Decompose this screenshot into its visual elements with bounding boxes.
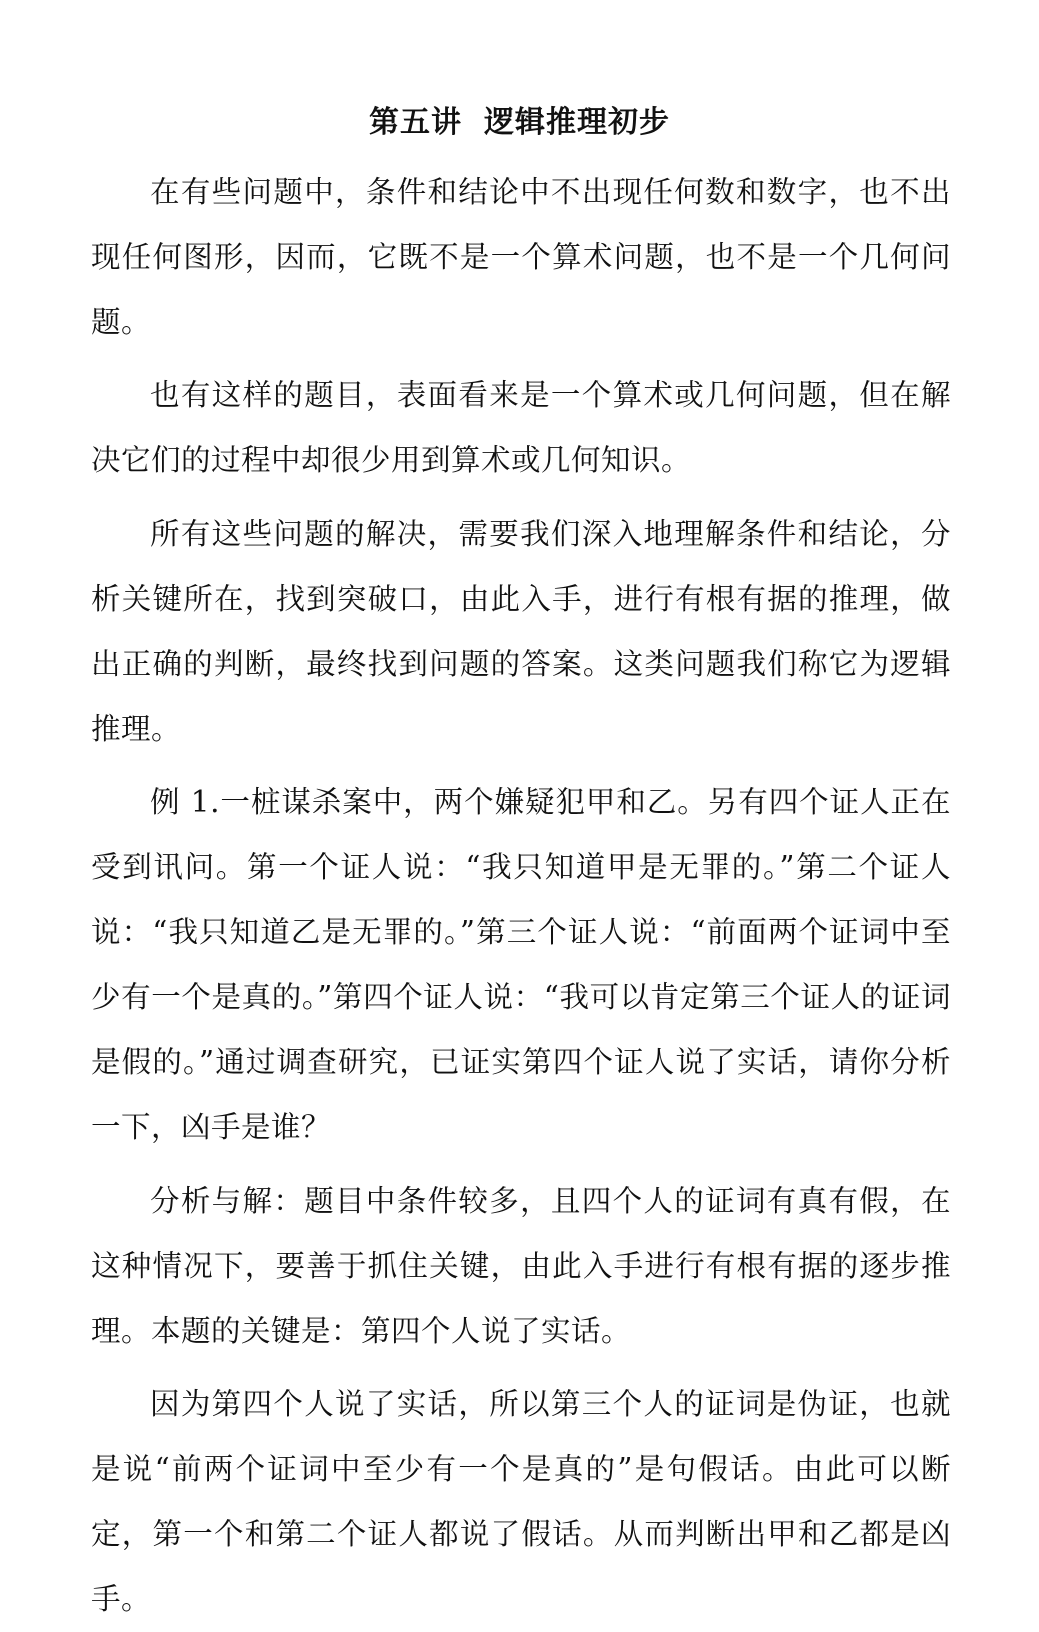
paragraph-gap xyxy=(91,493,951,502)
paragraph-gap xyxy=(91,1364,951,1372)
page-title xyxy=(0,101,1039,145)
title-lecture-number: 第五讲 xyxy=(369,105,462,140)
intro-paragraph-3: 所有这些问题的解决，需要我们深入地理解条件和结论，分析关键所在，找到突破口，由此入手，进行有根有据的推理，做出正确的判断，最终找到问题的答案。这类问题我们称它为逻辑推理。 xyxy=(91,517,951,746)
document-body xyxy=(91,160,951,1632)
paragraph-gap xyxy=(91,762,951,770)
intro-paragraph-2: 也有这样的题目，表面看来是一个算术或几何问题，但在解决它们的过程中却很少用到算术或几何知识。 xyxy=(91,378,951,477)
paragraph-gap xyxy=(91,355,951,363)
example-1-analysis: 分析与解：题目中条件较多，且四个人的证词有真有假，在这种情况下，要善于抓住关键，由此入手进行有根有据的逐步推理。本题的关键是：第四个人说了实话。 xyxy=(91,1184,951,1348)
intro-paragraph-1: 在有些问题中，条件和结论中不出现任何数和数字，也不出现任何图形，因而，它既不是一个算术问题，也不是一个几何问题。 xyxy=(91,175,951,339)
title-topic: 逻辑推理初步 xyxy=(484,105,670,140)
paragraph-gap xyxy=(91,1160,951,1169)
example-1-problem: 例 1.一桩谋杀案中，两个嫌疑犯甲和乙。另有四个证人正在受到讯问。第一个证人说：“我只知道甲是无罪的。”第二个证人说：“我只知道乙是无罪的。”第三个证人说：“前面两个证词中至少有一个是真的。”第四个证人说：“我可以肯定第三个证人的证词是假的。”通过调查研究，已证实第四个证人说了实话，请你分析一下，凶手是谁？ xyxy=(91,785,951,1144)
example-1-solution: 因为第四个人说了实话，所以第三个人的证词是伪证，也就是说“前两个证词中至少有一个是真的”是句假话。由此可以断定，第一个和第二个证人都说了假话。从而判断出甲和乙都是凶手。 xyxy=(91,1387,951,1616)
